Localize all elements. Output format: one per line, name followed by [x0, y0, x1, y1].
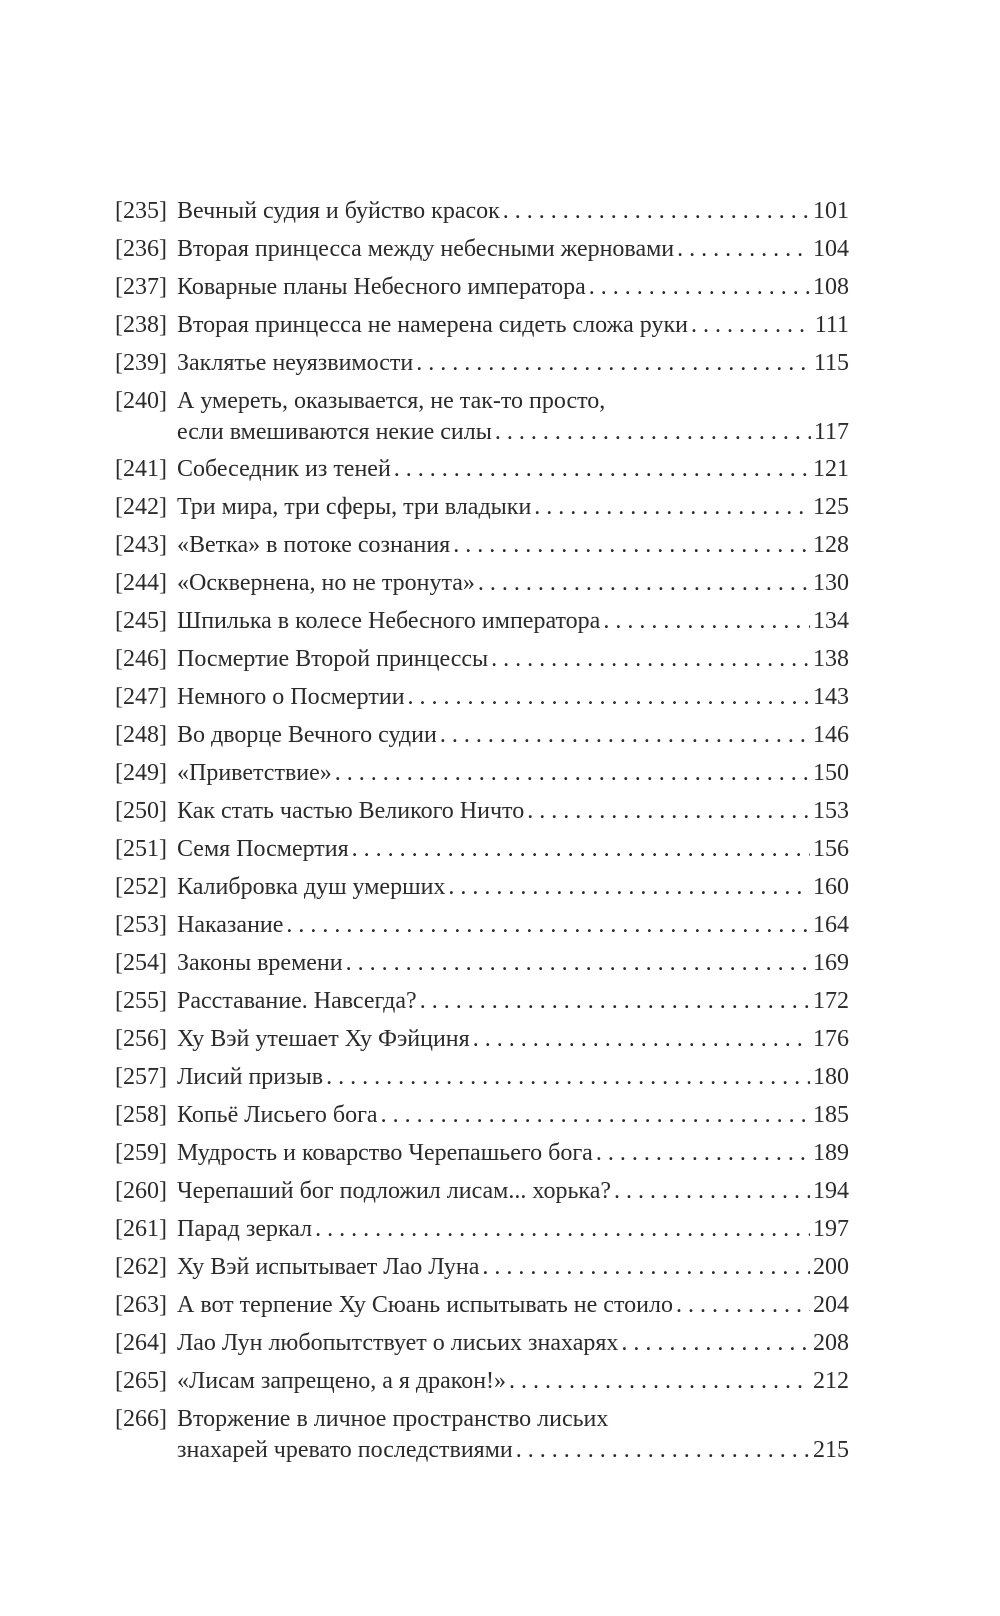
chapter-number: [242] — [115, 494, 167, 520]
dot-leader — [416, 348, 811, 379]
chapter-number: [263] — [115, 1292, 167, 1318]
page-number: 115 — [813, 350, 849, 376]
chapter-title: Семя Посмертия — [177, 836, 349, 862]
dot-leader — [527, 796, 810, 827]
toc-entry[interactable] — [115, 492, 849, 523]
dot-leader — [408, 682, 810, 713]
chapter-title: Ху Вэй испытывает Лао Луна — [177, 1254, 480, 1280]
toc-entry-line — [115, 796, 849, 827]
chapter-number: [255] — [115, 988, 167, 1014]
dot-leader — [335, 758, 810, 789]
toc-entry-line — [115, 310, 849, 341]
toc-entry[interactable] — [115, 986, 849, 1017]
dot-leader — [495, 417, 811, 448]
page-number: 104 — [813, 236, 849, 262]
dot-leader — [491, 644, 810, 675]
toc-entry[interactable] — [115, 454, 849, 485]
page-number: 128 — [813, 532, 849, 558]
toc-entry[interactable] — [115, 310, 849, 341]
page-number: 212 — [813, 1368, 849, 1394]
chapter-number: [256] — [115, 1026, 167, 1052]
toc-entry-line — [115, 1252, 849, 1283]
chapter-title: Законы времени — [177, 950, 343, 976]
toc-entry-line — [115, 348, 849, 379]
page-number: 204 — [813, 1292, 849, 1318]
dot-leader — [534, 492, 810, 523]
chapter-number: [259] — [115, 1140, 167, 1166]
dot-leader — [352, 834, 810, 865]
chapter-title: Расставание. Навсегда? — [177, 988, 417, 1014]
page-number: 176 — [813, 1026, 849, 1052]
page-number: 138 — [813, 646, 849, 672]
toc-entry[interactable] — [115, 606, 849, 637]
toc-entry[interactable] — [115, 834, 849, 865]
chapter-title: Вторая принцесса между небесными жерновами — [177, 236, 675, 262]
chapter-number: [248] — [115, 722, 167, 748]
toc-entry-line — [115, 1138, 849, 1169]
dot-leader — [473, 1024, 810, 1055]
dot-leader — [677, 234, 810, 265]
chapter-title: Во дворце Вечного судии — [177, 722, 437, 748]
toc-entry[interactable] — [115, 386, 849, 448]
toc-entry[interactable] — [115, 568, 849, 599]
chapter-number: [254] — [115, 950, 167, 976]
table-of-contents — [115, 196, 849, 1472]
toc-entry-line — [115, 454, 849, 485]
dot-leader — [478, 568, 810, 599]
page-number: 153 — [813, 798, 849, 824]
toc-entry-line — [115, 417, 849, 448]
chapter-number: [237] — [115, 274, 167, 300]
dot-leader — [482, 1252, 810, 1283]
toc-entry-line — [115, 196, 849, 227]
dot-leader — [440, 720, 810, 751]
page-number: 134 — [813, 608, 849, 634]
toc-entry[interactable] — [115, 910, 849, 941]
page-number: 180 — [813, 1064, 849, 1090]
page-number: 160 — [813, 874, 849, 900]
page-number: 121 — [813, 456, 849, 482]
toc-entry[interactable] — [115, 758, 849, 789]
chapter-title: Вечный судия и буйство красок — [177, 198, 500, 224]
toc-entry-line — [115, 1214, 849, 1245]
chapter-number: [236] — [115, 236, 167, 262]
toc-entry-line — [115, 682, 849, 713]
dot-leader — [315, 1214, 810, 1245]
toc-entry[interactable] — [115, 1138, 849, 1169]
chapter-number: [239] — [115, 350, 167, 376]
toc-entry-line — [115, 1328, 849, 1359]
toc-entry-line — [115, 1176, 849, 1207]
page-number: 125 — [813, 494, 849, 520]
chapter-number: [238] — [115, 312, 167, 338]
chapter-title: Шпилька в колесе Небесного императора — [177, 608, 601, 634]
chapter-number: [260] — [115, 1178, 167, 1204]
toc-entry-line — [115, 872, 849, 903]
page-number: 130 — [813, 570, 849, 596]
page-number: 194 — [813, 1178, 849, 1204]
toc-entry-line — [115, 948, 849, 979]
toc-entry[interactable] — [115, 948, 849, 979]
chapter-number: [251] — [115, 836, 167, 862]
chapter-title: если вмешиваются некие силы — [177, 419, 492, 445]
dot-leader — [420, 986, 810, 1017]
page-number: 189 — [813, 1140, 849, 1166]
toc-entry[interactable] — [115, 1024, 849, 1055]
dot-leader — [676, 1290, 810, 1321]
toc-entry[interactable] — [115, 1214, 849, 1245]
chapter-title: Посмертие Второй принцессы — [177, 646, 489, 672]
toc-entry[interactable] — [115, 1290, 849, 1321]
page-number: 200 — [813, 1254, 849, 1280]
page-number: 150 — [813, 760, 849, 786]
toc-entry-line — [115, 1435, 849, 1466]
chapter-title: Мудрость и коварство Черепашьего бога — [177, 1140, 593, 1166]
toc-entry-line — [115, 1404, 849, 1435]
chapter-number: [246] — [115, 646, 167, 672]
chapter-title: А умереть, оказывается, не так-то просто, — [177, 388, 606, 414]
chapter-number: [265] — [115, 1368, 167, 1394]
page-number: 169 — [813, 950, 849, 976]
toc-entry[interactable] — [115, 530, 849, 561]
chapter-title: Три мира, три сферы, три владыки — [177, 494, 532, 520]
toc-entry[interactable] — [115, 234, 849, 265]
toc-entry-line — [115, 234, 849, 265]
page-number: 101 — [813, 198, 849, 224]
chapter-number: [247] — [115, 684, 167, 710]
chapter-number: [253] — [115, 912, 167, 938]
dot-leader — [381, 1100, 810, 1131]
toc-entry-line — [115, 834, 849, 865]
page-number: 185 — [813, 1102, 849, 1128]
dot-leader — [596, 1138, 810, 1169]
chapter-title: Заклятье неуязвимости — [177, 350, 414, 376]
dot-leader — [621, 1328, 810, 1359]
chapter-title: «Ветка» в потоке сознания — [177, 532, 451, 558]
chapter-title: Лисий призыв — [177, 1064, 324, 1090]
dot-leader — [326, 1062, 810, 1093]
toc-entry-line — [115, 1290, 849, 1321]
chapter-title: Наказание — [177, 912, 284, 938]
page-number: 108 — [813, 274, 849, 300]
toc-entry[interactable] — [115, 348, 849, 379]
chapter-number: [249] — [115, 760, 167, 786]
toc-entry[interactable] — [115, 1100, 849, 1131]
chapter-title: Собеседник из теней — [177, 456, 391, 482]
page-number: 172 — [813, 988, 849, 1014]
toc-entry-line — [115, 910, 849, 941]
dot-leader — [286, 910, 810, 941]
chapter-title: Черепаший бог подложил лисам... хорька? — [177, 1178, 612, 1204]
toc-entry-line — [115, 1024, 849, 1055]
toc-entry[interactable] — [115, 720, 849, 751]
chapter-number: [258] — [115, 1102, 167, 1128]
chapter-number: [264] — [115, 1330, 167, 1356]
toc-entry-line — [115, 986, 849, 1017]
toc-entry-line — [115, 1100, 849, 1131]
chapter-number: [266] — [115, 1406, 167, 1432]
page-number: 146 — [813, 722, 849, 748]
toc-entry-line — [115, 1062, 849, 1093]
toc-entry[interactable] — [115, 1252, 849, 1283]
dot-leader — [691, 310, 812, 341]
dot-leader — [614, 1176, 810, 1207]
dot-leader — [509, 1366, 810, 1397]
chapter-title: Вторая принцесса не намерена сидеть сложа руки — [177, 312, 688, 338]
toc-entry[interactable] — [115, 1366, 849, 1397]
page-number: 117 — [813, 419, 849, 445]
chapter-number: [261] — [115, 1216, 167, 1242]
chapter-number: [243] — [115, 532, 167, 558]
chapter-number: [241] — [115, 456, 167, 482]
chapter-title: Коварные планы Небесного императора — [177, 274, 586, 300]
chapter-title: Парад зеркал — [177, 1216, 313, 1242]
dot-leader — [589, 272, 810, 303]
chapter-number: [262] — [115, 1254, 167, 1280]
page-number: 208 — [813, 1330, 849, 1356]
chapter-title: «Приветствие» — [177, 760, 332, 786]
chapter-title: Немного о Посмертии — [177, 684, 405, 710]
page-number: 164 — [813, 912, 849, 938]
toc-entry[interactable] — [115, 682, 849, 713]
chapter-title: А вот терпение Ху Сюань испытывать не стоило — [177, 1292, 673, 1318]
dot-leader — [448, 872, 810, 903]
toc-entry[interactable] — [115, 796, 849, 827]
dot-leader — [516, 1435, 810, 1466]
toc-entry-line — [115, 386, 849, 417]
toc-entry[interactable] — [115, 644, 849, 675]
chapter-title: Калибровка душ умерших — [177, 874, 446, 900]
toc-entry-line — [115, 720, 849, 751]
toc-entry-line — [115, 530, 849, 561]
chapter-number: [240] — [115, 388, 167, 414]
page-number: 143 — [813, 684, 849, 710]
chapter-title: Лао Лун любопытствует о лисьих знахарях — [177, 1330, 619, 1356]
dot-leader — [394, 454, 810, 485]
toc-entry[interactable] — [115, 196, 849, 227]
toc-entry-line — [115, 644, 849, 675]
toc-entry[interactable] — [115, 1404, 849, 1466]
page-number: 197 — [813, 1216, 849, 1242]
page-number: 111 — [814, 312, 849, 338]
dot-leader — [503, 196, 810, 227]
page-number: 156 — [813, 836, 849, 862]
toc-entry-line — [115, 758, 849, 789]
chapter-title: «Лисам запрещено, а я дракон!» — [177, 1368, 507, 1394]
chapter-title: «Осквернена, но не тронута» — [177, 570, 475, 596]
chapter-number: [244] — [115, 570, 167, 596]
dot-leader — [453, 530, 810, 561]
toc-entry[interactable] — [115, 1176, 849, 1207]
chapter-title: Копьё Лисьего бога — [177, 1102, 378, 1128]
chapter-number: [250] — [115, 798, 167, 824]
chapter-number: [235] — [115, 198, 167, 224]
dot-leader — [346, 948, 810, 979]
chapter-number: [245] — [115, 608, 167, 634]
toc-entry-line — [115, 492, 849, 523]
chapter-number: [257] — [115, 1064, 167, 1090]
toc-entry-line — [115, 568, 849, 599]
toc-entry-line — [115, 606, 849, 637]
page-number: 215 — [813, 1437, 849, 1463]
chapter-number: [252] — [115, 874, 167, 900]
chapter-title: Ху Вэй утешает Ху Фэйциня — [177, 1026, 470, 1052]
chapter-title: Вторжение в личное пространство лисьих — [177, 1406, 609, 1432]
dot-leader — [603, 606, 810, 637]
chapter-title: Как стать частью Великого Ничто — [177, 798, 525, 824]
toc-entry-line — [115, 1366, 849, 1397]
toc-entry[interactable] — [115, 1328, 849, 1359]
toc-entry-line — [115, 272, 849, 303]
chapter-title: знахарей чревато последствиями — [177, 1437, 513, 1463]
toc-entry[interactable] — [115, 872, 849, 903]
toc-entry[interactable] — [115, 1062, 849, 1093]
toc-entry[interactable] — [115, 272, 849, 303]
